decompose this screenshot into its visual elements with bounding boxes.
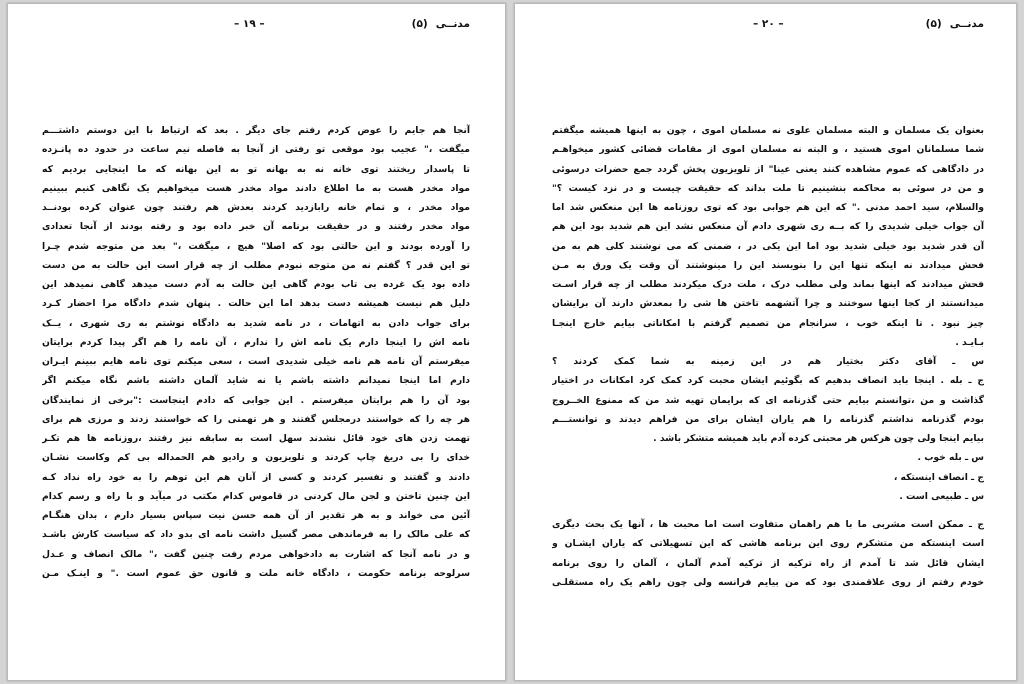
text-line: گذاشت و من ،توانستم بیایم حتی گذرنامه ای که برایمان تهیه شد من که ممنوع الخــروج bbox=[552, 394, 984, 406]
text-line: س ـ آقای دکتر بختیار هم در این زمینه به شما کمک کردند ؟ bbox=[552, 356, 984, 367]
text-line: س ـ بله خوب . bbox=[917, 452, 984, 464]
text-line: نامه اش را اینجا دارم یک نامه اش را ندارم ، آن نامه را هم اگر پیدا کردم برایتان bbox=[42, 336, 470, 348]
text-line: آنجا هم جایم را عوض کردم رفتم جای دیگر . بعد که ارتباط با این دوستم داشتـــم bbox=[42, 125, 470, 136]
title-text: مدنــی bbox=[435, 18, 470, 30]
text-line: آن جواب خیلی شدیدی را که بــه ری شهری دادم آن منعکس نشد این هم شدید بود این هم bbox=[552, 221, 984, 233]
text-line: مواد مخدر رفتند و در حقیقت برنامه آن خبر داده بود و رفته بودند از آنجا تعدادی bbox=[42, 221, 470, 233]
text-line: که علی مالک را به فرماندهی مصر گسیل داشت نامه ای بدو داد که سیاست کارش باشـد bbox=[42, 529, 470, 541]
text-line: شما مسلمانان اموی هستید ، و البته نه مسلمان اموی از مقامات قضائی کشور میخواهـم bbox=[552, 144, 984, 156]
text-line: فحش میدادند که اینها بماند ولی مطلب درک ، ملت درک میکردند مطلب از چه قرار اسـت bbox=[552, 279, 984, 290]
text-line: و من در سوئی به محاکمه بنشینیم تا ملت بداند که حقیقت چیست و در نزد کیست ؟" bbox=[552, 182, 984, 194]
text-line: ج ـ بله . اینجا باید انصاف بدهیم که بگوئیم ایشان محبت کرد کمک کرد امکانات در اختیار bbox=[552, 375, 984, 387]
text-line: آئین می خواند و به هر تقدیر از آن همه حسن نیت سپاس بسیار دارم ، بدان هنگـام bbox=[42, 510, 470, 521]
issue-number: (۵) bbox=[925, 18, 942, 30]
text-line: تا پاسدار ریختند توی خانه نه به بهانه تو به این بهانه که ما اینجایی بردیم که bbox=[42, 163, 470, 175]
text-line: بـایـد . bbox=[955, 336, 984, 348]
text-line: را آورده بودند و این حالتی بود که اصلا" هیچ ، میگفت ،" بعد من متوجه شدم چـرا bbox=[42, 240, 470, 252]
text-line: تهمت زدن های خود قائل نشدند سهل است به سابقه نیز رفتند ،روزنامه ها هم تکـر bbox=[42, 433, 470, 444]
page-number: – ۲۰ – bbox=[753, 18, 784, 30]
text-line: بودم گذرنامه نداشتم گذرنامه را هم یاران ایشان برای من فراهم دیدند و توانستـــم bbox=[552, 413, 984, 425]
text-line: این چنین تاختن و لجن مال کردنی در قاموس کدام مکتب در میآید و با راه و رسم کدام bbox=[42, 490, 470, 502]
text-line: داده بود یک غرده بی تاب بودم گاهی این حالت به آدم دست میدهد گاهی نمیدهد این bbox=[42, 279, 470, 290]
text-line: دارم اما اینجا نمیدانم داشته باشم یا نه شاید آلمان داشته باشم نگاه میکنم اگر bbox=[42, 375, 470, 387]
text-line: بود آن را هم برایتان میفرستم . این جوابی که دادم اینجاست :"برخی از نمایندگان bbox=[42, 394, 470, 406]
text-line: سرلوحه برنامه حکومت ، دادگاه خانه ملت و قانون حق عموم است ." و اینـک مـن bbox=[42, 567, 470, 579]
page-body-text bbox=[42, 121, 470, 583]
page-body-text bbox=[552, 121, 984, 592]
page-number: – ۱۹ – bbox=[234, 18, 265, 30]
text-line: مواد مخدر ، و تمام خانه رابازدید کردند بعدش هم رفتند چون عنوان کرده بودنــد bbox=[42, 202, 470, 213]
text-line: خدای را بی دریغ چاپ کردند و تلویزیون و رادیو هم الحمداله بی کم وکاست نشـان bbox=[42, 452, 470, 464]
text-line: خودم رفتم از روی علاقمندی بود که من بیایم فرانسه ولی چون راهم یک راه مستقلـی bbox=[552, 576, 984, 588]
text-line: است اینستکه من متشکرم روی این برنامه هاشی که این تسهیلاتی که یاران ایشـان و bbox=[552, 538, 984, 550]
text-line: میگفت ،" عجیب بود موقعی تو رفتی از آنجا به فاصله نیم ساعت در حدود ده پانـزده bbox=[42, 144, 470, 156]
page-header bbox=[8, 18, 505, 34]
text-line: تو این قدر ؟ گفتم نه من متوجه نبودم مطلب از چه قرار است این حالت به من دست bbox=[42, 259, 470, 271]
text-line: فحش میدادند نه اینکه تنها این را بنویسند این را مینوشتند آن وقت یک ورق به مـن bbox=[552, 259, 984, 271]
text-line: آن قدر شدید بود خیلی شدید بود اما این یکی در ، ضمنی که می نوشتند کلی هم به من bbox=[552, 240, 984, 252]
text-line: ج ـ انصاف اینستکه ، bbox=[893, 471, 984, 483]
text-line: ایشان قائل شد تا آمدم از راه ترکیه از ترکیه آمدم آلمان ، آلمان را روی برنامه bbox=[552, 557, 984, 569]
running-title bbox=[404, 18, 470, 30]
document-page-left bbox=[7, 3, 506, 681]
text-line: و در نامه آنجا که اشارت به دادخواهی مردم رفت چنین گفت ،" مالک انصاف و عـدل bbox=[42, 548, 470, 560]
issue-number: (۵) bbox=[411, 18, 428, 30]
document-page-right bbox=[514, 3, 1017, 681]
text-line: برای جواب دادن به اتهامات ، در نامه شدید به دادگاه نوشتم به ری شهری ، یــک bbox=[42, 317, 470, 329]
text-line: میفرستم آن نامه هم نامه خیلی شدیدی است ، سعی میکنم توی نامه هایم ببینم ایـران bbox=[42, 356, 470, 367]
text-line: ج ـ ممکن است مشربی ما با هم راهمان متفاوت است اما محبت ها ، آنها یک بحث دیگری bbox=[552, 519, 984, 530]
text-line: چیز نبود . تا اینکه خوب ، سرانجام من تصمیم گرفتم با امکاناتی بیایم خارج اینجـا bbox=[552, 317, 984, 329]
text-line: والسلام، سید احمد مدنی ." که این هم جوابی بود که توی روزنامه ها این منعکس شد اما bbox=[552, 202, 984, 213]
text-line: بعنوان یک مسلمان و البته مسلمان علوی نه مسلمان اموی ، چون به اینها همیشه میگفتم bbox=[552, 125, 984, 136]
text-line: بیایم اینجا ولی چون هرکس هر محبتی کرده آدم باید همیشه متشکر باشد . bbox=[653, 433, 984, 444]
text-line: میدانستند از کجا اینها سوختند و چرا آتشهمه تاختن ها شی را بمعدش دارند آن برایشان bbox=[552, 298, 984, 310]
running-title bbox=[918, 18, 984, 30]
title-text: مدنــی bbox=[949, 18, 984, 30]
text-line: دلیل هم نیست همیشه دست بدهد اما این حالت . پنهان شدم دادگاه مرا احضار کـرد bbox=[42, 298, 470, 310]
text-line: هر چه را که خواستند درمجلس گفتند و هر تهمتی را که خواستند زدند و مرزی هم برای bbox=[42, 413, 470, 425]
text-line: دادند و گفتند و تفسیر کردند و کسی از آنان هم این توهم را به خود راه نداد کـه bbox=[42, 471, 470, 483]
text-line: در دادگاهی که عموم مشاهده کنند یعنی عینا" از تلویزیون پخش گردد جمع حضرات درسوئی bbox=[552, 163, 984, 175]
text-line: س ـ طبیعی است . bbox=[899, 490, 984, 502]
text-line: مواد مخدر هست به ما اطلاع دادند مواد مخدر هست میخواهیم یک نگاهی کنیم ببینیم bbox=[42, 182, 470, 194]
page-header bbox=[515, 18, 1016, 34]
